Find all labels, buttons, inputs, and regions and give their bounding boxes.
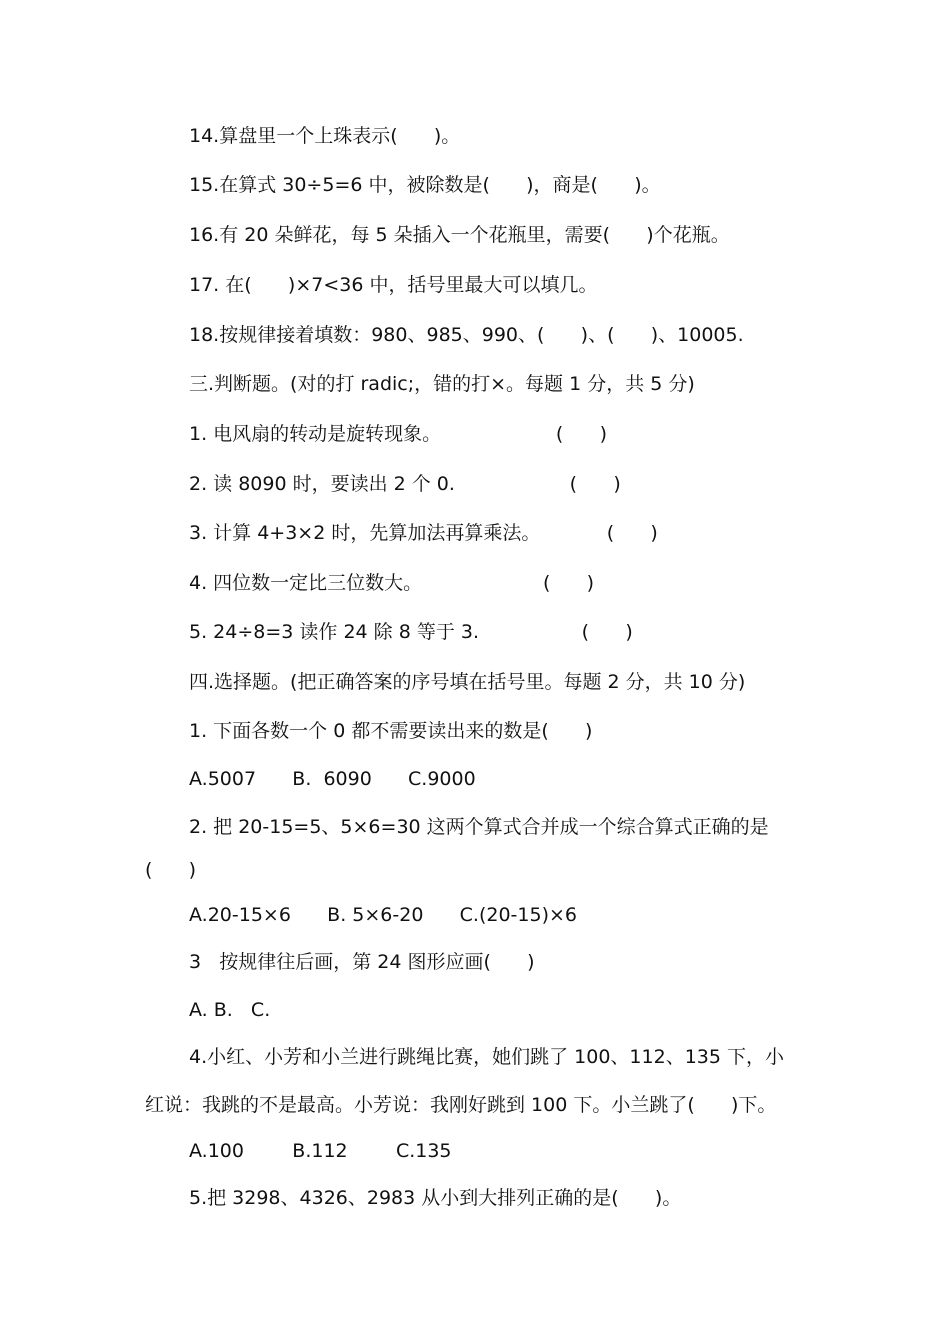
choice-question-4-continued: 红说：我跳的不是最高。小芳说：我刚好跳到 100 下。小兰跳了( )下。	[145, 1094, 777, 1116]
choice-question-3: 3 按规律往后画，第 24 图形应画( )	[189, 951, 535, 973]
choice-options-1: A.5007 B. 6090 C.9000	[189, 768, 476, 790]
choice-question-1: 1. 下面各数一个 0 都不需要读出来的数是( )	[189, 720, 593, 742]
choice-question-4: 4.小红、小芳和小兰进行跳绳比赛，她们跳了 100、112、135 下，小	[189, 1046, 785, 1068]
question-15: 15.在算式 30÷5=6 中，被除数是( )，商是( )。	[189, 174, 661, 196]
choice-options-3: A. B. C.	[189, 999, 271, 1021]
question-16: 16.有 20 朵鲜花，每 5 朵插入一个花瓶里，需要( )个花瓶。	[189, 224, 730, 246]
choice-question-2-continued: ( )	[145, 859, 197, 881]
section-choice-heading: 四.选择题。(把正确答案的序号填在括号里。每题 2 分，共 10 分)	[189, 671, 746, 693]
judgment-item-1: 1. 电风扇的转动是旋转现象。 ( )	[189, 423, 607, 445]
judgment-item-3: 3. 计算 4+3×2 时，先算加法再算乘法。 ( )	[189, 522, 658, 544]
choice-options-2: A.20-15×6 B. 5×6-20 C.(20-15)×6	[189, 904, 577, 926]
choice-question-2: 2. 把 20-15=5、5×6=30 这两个算式合并成一个综合算式正确的是	[189, 816, 769, 838]
question-17: 17. 在( )×7<36 中，括号里最大可以填几。	[189, 274, 598, 296]
judgment-item-5: 5. 24÷8=3 读作 24 除 8 等于 3. ( )	[189, 621, 633, 643]
choice-options-4: A.100 B.112 C.135	[189, 1140, 452, 1162]
section-judgment-heading: 三.判断题。(对的打 radic;，错的打×。每题 1 分，共 5 分)	[189, 373, 695, 395]
judgment-item-4: 4. 四位数一定比三位数大。 ( )	[189, 572, 595, 594]
choice-question-5: 5.把 3298、4326、2983 从小到大排列正确的是( )。	[189, 1187, 682, 1209]
question-18: 18.按规律接着填数：980、985、990、( )、( )、10005.	[189, 324, 744, 346]
judgment-item-2: 2. 读 8090 时，要读出 2 个 0. ( )	[189, 473, 621, 495]
question-14: 14.算盘里一个上珠表示( )。	[189, 125, 461, 147]
